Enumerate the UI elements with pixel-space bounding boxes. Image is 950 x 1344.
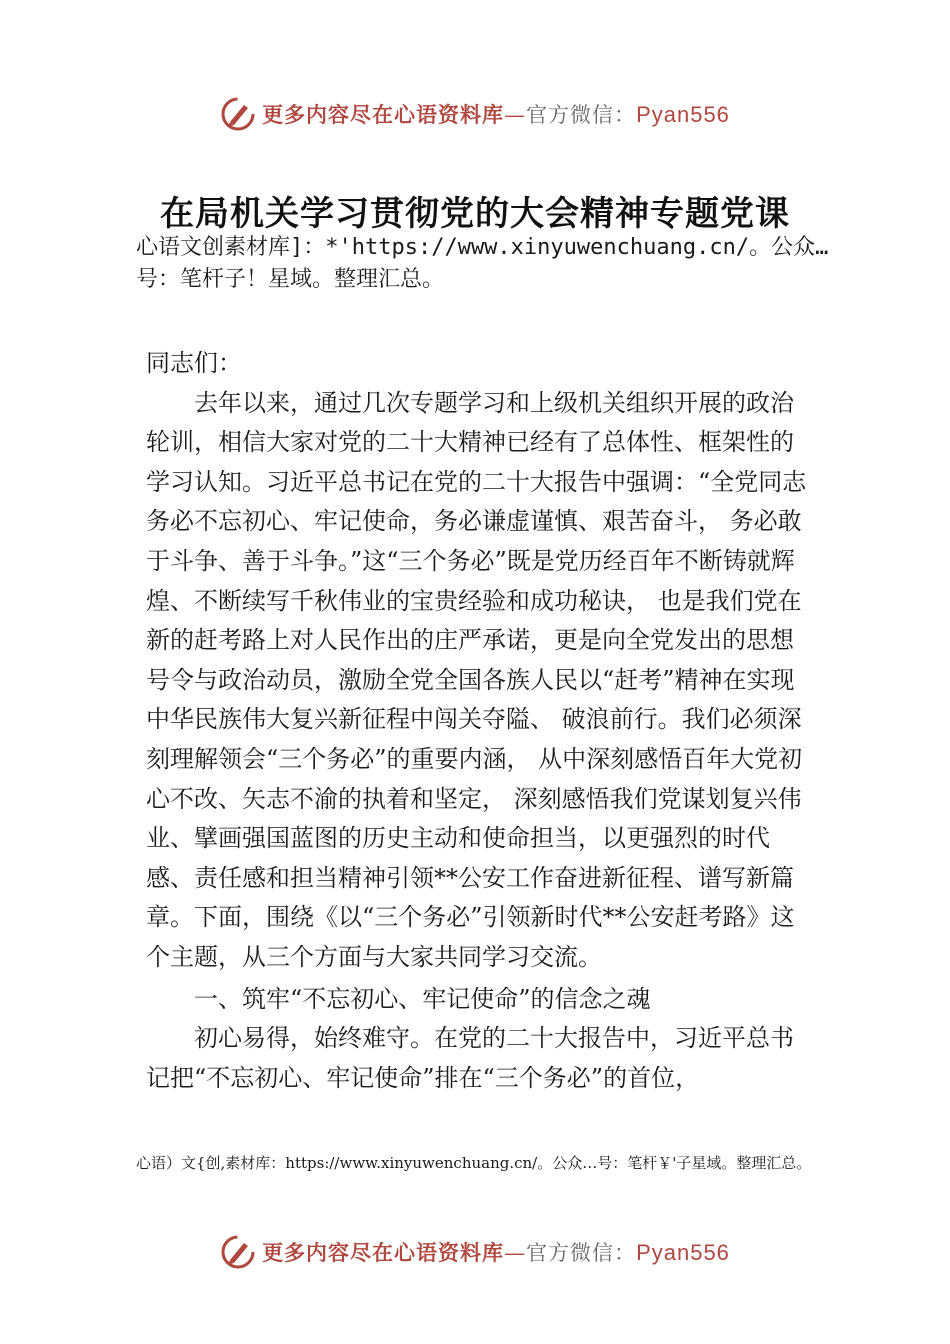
document-body: [146, 344, 811, 1098]
body-paragraph: 去年以来，通过几次专题学习和上级机关组织开展的政治轮训，相信大家对党的二十大精神已经有了总体性、框架性的学习认知。习近平总书记在党的二十大报告中强调：“全党同志务必不忘初心、牢记使命，务必谦虚谨慎、艰苦奋斗， 务必敢于斗争、善于斗争。”这“三个务必”既是党历经百年不断铸就辉煌、不断续写千秋伟业的宝贵经验和成功秘诀， 也是我们党在新的赶考路上对人民作出的庄严承诺，更是向全党发出的思想号令与政治动员，激励全党全国各族人民以“赶考”精神在实现中华民族伟大复兴新征程中闯关夺隘、 破浪前行。我们必须深刻理解领会“三个务必”的重要内涵， 从中深刻感悟百年大党初心不改、矢志不渝的执着和坚定， 深刻感悟我们党谋划复兴伟业、擘画强国蓝图的历史主动和使命担当，以更强烈的时代感、责任感和担当精神引领**公安工作奋进新征程、谱写新篇章。下面，围绕《以“三个务必”引领新时代**公安赶考路》这个主题，从三个方面与大家共同学习交流。: [146, 388, 807, 971]
banner-wechat-id: Pyan556: [636, 102, 730, 127]
banner-text: [262, 99, 730, 129]
document-title: 在局机关学习贯彻党的大会精神专题党课: [160, 194, 790, 234]
banner-dash: —: [504, 1241, 527, 1265]
section-heading: 一、筑牢“不忘初心、牢记使命”的信念之魂: [194, 984, 651, 1013]
source-line: 心语文创素材库]：*'https://www.xinyuwenchuang.cn/。公众…号：笔杆子！星域。整理汇总。: [136, 235, 829, 292]
banner-text: [262, 1237, 730, 1267]
banner-wechat-label: 官方微信：: [526, 103, 637, 127]
pen-logo-icon: [220, 96, 256, 132]
footer-watermark-banner: [0, 1230, 950, 1274]
banner-main-text: 更多内容尽在心语资料库: [262, 102, 505, 127]
header-watermark-banner: [0, 92, 950, 136]
banner-dash: —: [504, 103, 527, 127]
pen-logo-icon: [220, 1234, 256, 1270]
banner-main-text: 更多内容尽在心语资料库: [262, 1240, 505, 1265]
body-paragraph: 初心易得，始终难守。在党的二十大报告中，习近平总书记把“不忘初心、牢记使命”排在“三个务必”的首位，: [146, 1024, 794, 1092]
footer-source-note: 心语）文{创,素材库：https://www.xinyuwenchuang.cn/。公众…号：笔杆￥'子星域。整理汇总。: [136, 1154, 812, 1172]
salutation: 同志们：: [146, 349, 242, 377]
banner-wechat-id: Pyan556: [636, 1240, 730, 1265]
banner-wechat-label: 官方微信：: [526, 1241, 637, 1265]
